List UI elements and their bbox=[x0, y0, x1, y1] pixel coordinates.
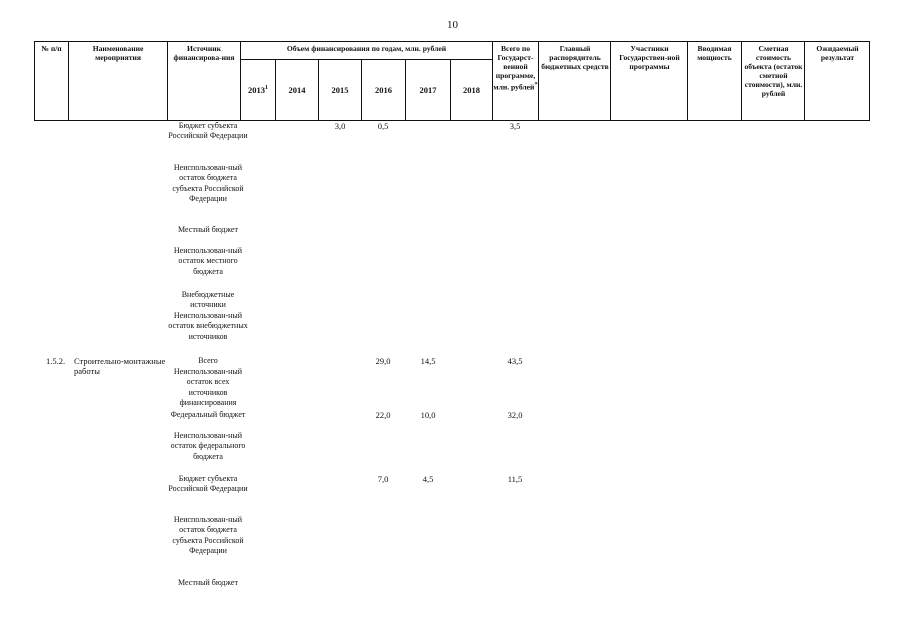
value-2017: 14,5 bbox=[420, 356, 436, 366]
header-funding: Объем финансирования по годам, млн. рублей bbox=[286, 44, 447, 53]
source-cell: Бюджет субъекта Российской Федерации bbox=[168, 121, 248, 141]
col-divider bbox=[538, 41, 539, 121]
source-cell: Неиспользован-ный остаток внебюджетных источников bbox=[168, 311, 248, 341]
header-total: Всего по Государст-венной программе, млн. рублей* bbox=[493, 44, 538, 92]
source-cell: Неиспользован-ный остаток всех источников финансирования bbox=[173, 367, 243, 407]
source-cell: Неиспользован-ный остаток федерального бюджета bbox=[170, 431, 246, 461]
col-divider bbox=[240, 41, 241, 121]
source-cell: Федеральный бюджет bbox=[170, 410, 246, 419]
source-cell: Неиспользован-ный остаток бюджета субъекта Российской Федерации bbox=[172, 163, 244, 203]
value-2016: 22,0 bbox=[375, 410, 391, 420]
col-divider bbox=[741, 41, 742, 121]
source-cell: Бюджет субъекта Российской Федерации bbox=[168, 474, 248, 494]
value-total: 32,0 bbox=[507, 410, 523, 420]
header-year-2013: 2013$^1$ bbox=[248, 85, 268, 95]
value-total: 43,5 bbox=[507, 356, 523, 366]
header-capacity: Вводимая мощность bbox=[697, 44, 732, 62]
value-total: 3,5 bbox=[509, 121, 521, 131]
header-participants: Участники Государствен-ной программы bbox=[619, 44, 680, 71]
value-2017: 10,0 bbox=[420, 410, 436, 420]
header-source: Источник финансирова-ния bbox=[173, 44, 235, 62]
row-number: 1.5.2. bbox=[46, 356, 66, 366]
header-cost: Сметная стоимость объекта (остаток сметной стоимости), млн. рублей bbox=[744, 44, 803, 98]
col-divider bbox=[610, 41, 611, 121]
value-2016: 29,0 bbox=[375, 356, 391, 366]
header-name: Наименование мероприятия bbox=[92, 44, 144, 62]
page-number: 10 bbox=[447, 19, 458, 31]
header-year-2014: 2014 bbox=[288, 85, 306, 95]
source-cell: Местный бюджет bbox=[178, 225, 238, 234]
source-cell: Внебюджетные источники bbox=[181, 290, 235, 310]
header-year-2016: 2016 bbox=[375, 85, 392, 95]
header-year-2015: 2015 bbox=[331, 85, 349, 95]
value-total: 11,5 bbox=[507, 474, 523, 484]
value-2015: 3,0 bbox=[334, 121, 346, 131]
header-result: Ожидаемый результат bbox=[816, 44, 859, 62]
source-cell: Всего bbox=[198, 356, 218, 365]
value-2016: 7,0 bbox=[377, 474, 389, 484]
funding-subheader-line bbox=[240, 59, 492, 60]
value-2016: 0,5 bbox=[377, 121, 389, 131]
header-year-2017: 2017 bbox=[419, 85, 437, 95]
source-cell: Неиспользован-ный остаток бюджета субъекта Российской Федерации bbox=[172, 515, 244, 555]
col-divider bbox=[68, 41, 69, 121]
header-year-2018: 2018 bbox=[463, 85, 480, 95]
source-cell: Местный бюджет bbox=[178, 578, 238, 587]
col-divider bbox=[167, 41, 168, 121]
col-divider bbox=[804, 41, 805, 121]
row-name: Строительно-монтажные работы bbox=[74, 356, 166, 376]
header-number: № п/п bbox=[41, 44, 62, 53]
value-2017: 4,5 bbox=[422, 474, 434, 484]
source-cell: Неиспользован-ный остаток местного бюджета bbox=[173, 246, 243, 276]
header-manager: Главный распорядитель бюджетных средств bbox=[541, 44, 609, 71]
